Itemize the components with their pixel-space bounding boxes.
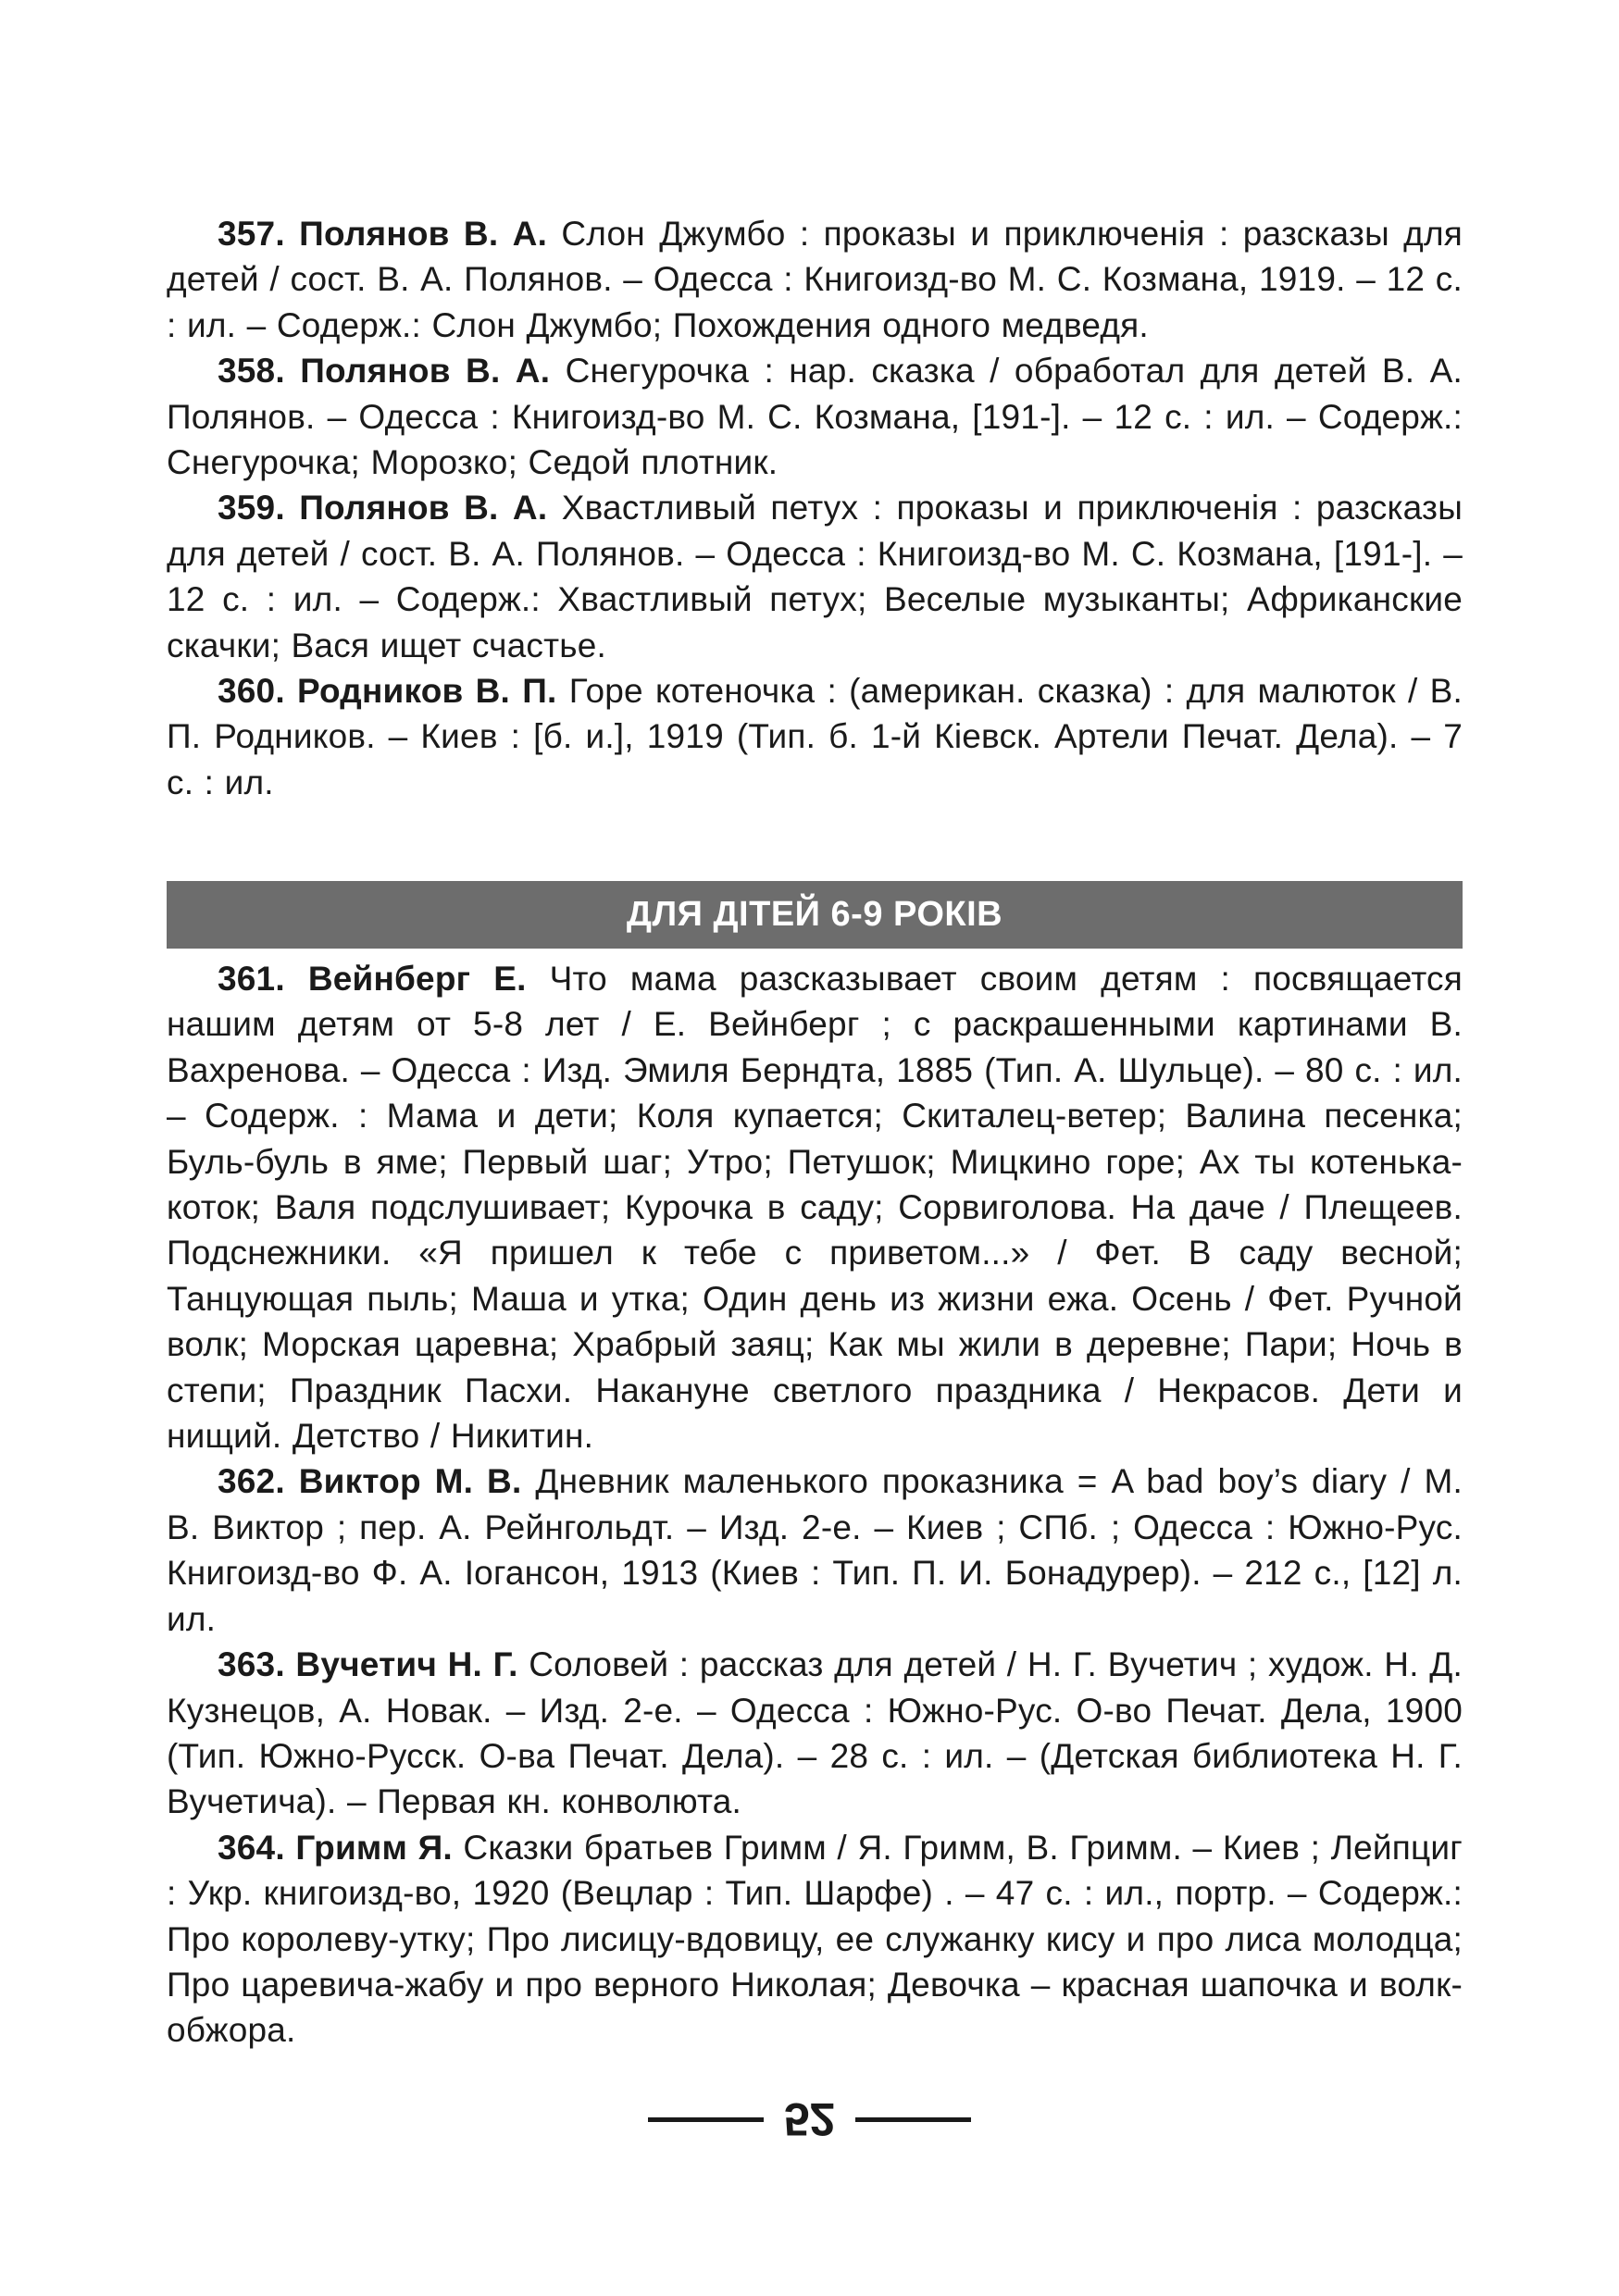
entry-author: Полянов В. А.	[299, 489, 548, 527]
section-heading: ДЛЯ ДІТЕЙ 6-9 РОКІВ	[167, 881, 1463, 949]
bibliography-entries-top	[167, 211, 1463, 805]
entry-author: Вейнберг Е.	[307, 960, 527, 998]
entry-author: Полянов В. А.	[300, 352, 551, 391]
entry-text: Что мама разсказывает своим детям : посвящается нашим детям от 5-8 лет / Е. Вейнберг ; с раскрашенными картинами В. Вахренова. – Одесса : Изд. Эмиля Берндта, 1885 (Тип. А. Шульце). – 80 с. : ил. – Содерж. : Мама и дети; Коля купается; Скиталец-ветер; Валина песенка; Буль-буль в яме; Первый шаг; Утро; Петушок; Мицкино горе; Ах ты котенька-коток; Валя подслушивает; Курочка в саду; Сорвиголова. На даче / Плещеев. Подснежники. «Я пришел к тебе с приветом...» / Фет. В саду весной; Танцующая пыль; Маша и утка; Один день из жизни ежа. Осень / Фет. Ручной волк; Морская царевна; Храбрый заяц; Как мы жили в деревне; Пари; Ночь в степи; Праздник Пасхи. Накануне светлого праздника / Некрасов. Дети и нищий. Детство / Никитин.	[167, 960, 1463, 1456]
page-number: 52	[783, 2093, 836, 2145]
footer-rule-right	[855, 2117, 971, 2122]
entry-text: Слон Джумбо : проказы и приключенія : разсказы для детей / сост. В. А. Полянов. – Одесса : Книгоизд-во М. С. Козмана, 1919. – 12 с. : ил. – Содерж.: Слон Джумбо; Похождения одного медведя.	[167, 215, 1463, 344]
entry-author: Гримм Я.	[295, 1828, 453, 1867]
page-footer	[0, 2091, 1619, 2147]
entry-number: 359.	[218, 489, 285, 527]
entry-number: 363.	[218, 1645, 285, 1684]
entry-text: Горе котеночка : (американ. сказка) : для малюток / В. П. Родников. – Киев : [б. и.], 1919 (Тип. б. 1-й Кіевск. Артели Печат. Дела). – 7 с. : ил.	[167, 672, 1463, 801]
footer-rule-left	[648, 2117, 764, 2122]
entry-number: 362.	[218, 1462, 285, 1501]
entry-author: Полянов В. А.	[299, 215, 548, 253]
entry-text: Сказки братьев Гримм / Я. Гримм, В. Гримм. – Киев ; Лейпциг : Укр. книгоизд-во, 1920 (Вецлар : Тип. Шарфе) . – 47 с. : ил., портр. – Содерж.: Про королеву-утку; Про лисицу-вдовицу, ее служанку кису и про лиса молодца; Про царевича-жабу и про верного Николая; Девочка – красная шапочка и волк-обжора.	[167, 1828, 1463, 2050]
entry-author: Вучетич Н. Г.	[295, 1645, 518, 1684]
bibliography-entry-363	[167, 1642, 1463, 1825]
bibliography-entry-360	[167, 668, 1463, 805]
entry-text: Хвастливый петух : проказы и приключенія : разсказы для детей / сост. В. А. Полянов. – Одесса : Книгоизд-во М. С. Козмана, [191-]. – 12 с. : ил. – Содерж.: Хвастливый петух; Веселые музыканты; Африканские скачки; Вася ищет счастье.	[167, 489, 1463, 664]
entry-author: Виктор М. В.	[298, 1462, 522, 1501]
bibliography-entry-359	[167, 485, 1463, 668]
bibliography-entries-bottom	[167, 956, 1463, 2054]
bibliography-entry-357	[167, 211, 1463, 348]
entry-author: Родников В. П.	[297, 672, 557, 711]
bibliography-entry-362	[167, 1458, 1463, 1642]
bibliography-entry-358	[167, 348, 1463, 485]
entry-number: 358.	[218, 352, 285, 391]
entry-text: Снегурочка : нар. сказка / обработал для детей В. А. Полянов. – Одесса : Книгоизд-во М. С. Козмана, [191-]. – 12 с. : ил. – Содерж.: Снегурочка; Морозко; Седой плотник.	[167, 352, 1463, 482]
entry-number: 361.	[218, 960, 285, 998]
bibliography-entry-364	[167, 1825, 1463, 2054]
entry-number: 364.	[218, 1828, 285, 1867]
entry-number: 357.	[218, 215, 285, 253]
entry-text: Соловей : рассказ для детей / Н. Г. Вучетич ; худож. Н. Д. Кузнецов, А. Новак. – Изд. 2-е. – Одесса : Южно-Рус. О-во Печат. Дела, 1900 (Тип. Южно-Русск. О-ва Печат. Дела). – 28 с. : ил. – (Детская библиотека Н. Г. Вучетича). – Первая кн. конволюта.	[167, 1645, 1463, 1821]
entry-number: 360.	[218, 672, 285, 711]
entry-text: Дневник маленького проказника = A bad boy’s diary / М. В. Виктор ; пер. А. Рейнгольдт. – Изд. 2-е. – Киев ; СПб. ; Одесса : Южно-Рус. Книгоизд-во Ф. А. Іогансон, 1913 (Киев : Тип. П. И. Бонадурер). – 212 с., [12] л. ил.	[167, 1462, 1463, 1638]
bibliography-entry-361	[167, 956, 1463, 1458]
